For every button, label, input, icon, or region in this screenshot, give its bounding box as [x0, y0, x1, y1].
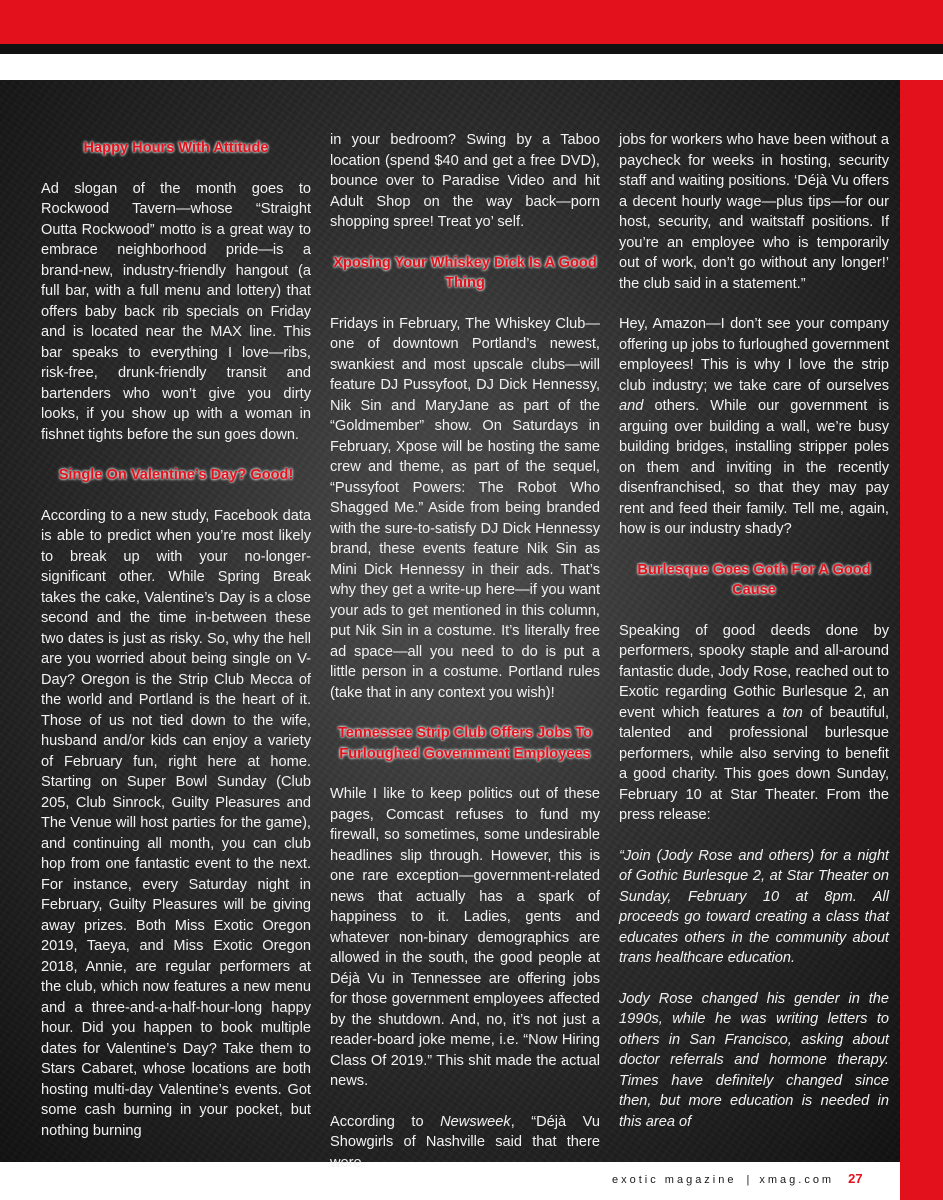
article-column-1	[41, 138, 311, 1168]
article-paragraph: Hey, Amazon—I don’t see your company offering up jobs to furloughed government employees! This is why I love the strip club industry; we take care of ourselves and others. While our government is arguing over building a wall, we’re busy building bridges, installing stripper poles on them and inviting in the recently disenfranchised, so that they may pay rent and feed their family. Tell me, again, how is our industry shady?	[619, 316, 889, 537]
article-paragraph: Fridays in February, The Whiskey Club—one of downtown Portland’s newest, swankiest and most upscale clubs—will feature DJ Pussyfoot, DJ Dick Hennessy, Nik Sin and MaryJane as part of the “Goldmember” show. On Saturdays in February, Xpose will be hosting the same crew and theme, as part of the sequel, “Pussyfoot Powers: The Robot Who Shagged Me.” Aside from being branded with the sure-to-satisfy DJ Dick Hennessy brand, these events feature Nik Sin as Mini Dick Hennessy in their ads. That’s why they get a write-up here—if you want your ads to get mentioned in this column, put Nik Sin in a costume. It’s literally free ad space—all you need to do is put a little person in a costume. Portland rules (take that in any context you wish)!	[330, 315, 600, 701]
article-paragraph: While I like to keep politics out of these pages, Comcast refuses to fund my firewall, so sometimes, some undesirable headlines slip through. However, this is one rare exception—government-related news that actually has a spark of happiness to it. Ladies, gents and whatever non-binary demographics are allowed in the south, the good people at Déjà Vu in Tennessee are offering jobs for those government employees affected by the shutdown. And, no, it’s not just a reader-board joke meme, i.e. “Now Hiring Class Of 2019.” This shit made the actual news.	[330, 786, 600, 1089]
page-footer	[612, 1168, 900, 1190]
article-panel	[0, 80, 900, 1171]
section-heading: Xposing Your Whiskey Dick Is A Good Thing	[333, 254, 597, 291]
article-paragraph: in your bedroom? Swing by a Taboo location (spend $40 and get a free DVD), bounce over to Paradise Video and hit Adult Shop on the way back—porn shopping spree! Treat yo’ self.	[330, 132, 600, 230]
section-heading: Tennessee Strip Club Offers Jobs To Furloughed Government Employees	[337, 725, 593, 762]
article-paragraph: According to Newsweek, “Déjà Vu Showgirls of Nashville said that there were	[330, 1113, 600, 1171]
article-column-3	[619, 130, 889, 1160]
page-number: 27	[848, 1171, 863, 1186]
page-edge-red-tab	[900, 80, 943, 1200]
header-red-band	[0, 0, 943, 44]
article-paragraph: Jody Rose changed his gender in the 1990s, while he was writing letters to others in San Francisco, asking about doctor referrals and hormone therapy. Times have definitely changed since then, but more education is needed in this area of	[619, 990, 889, 1130]
article-column-2	[330, 130, 600, 1171]
header-black-stripe	[0, 44, 943, 54]
article-paragraph: Ad slogan of the month goes to Rockwood Tavern—whose “Straight Outta Rockwood” motto is a great way to embrace neighborhood pride—is a brand-new, industry-friendly hangout (a full bar, with a full menu and lottery) that offers baby back rib specials on Friday and is located near the MAX line. This bar speaks to everything I love—ribs, risk-free, drunk-friendly transit and bartenders who won’t give you dirty looks, if you show up with a woman in fishnet tights before the sun goes down.	[41, 180, 311, 443]
section-heading: Burlesque Goes Goth For A Good Cause	[637, 561, 871, 598]
article-paragraph: Speaking of good deeds done by performers, spooky staple and all-around fantastic dude, Jody Rose, reached out to Exotic regarding Gothic Burlesque 2, an event which features a ton of beautiful, talented and professional burlesque performers, while also serving to benefit a good charity. This goes down Sunday, February 10 at Star Theater. From the press release:	[619, 622, 889, 823]
article-paragraph: According to a new study, Facebook data is able to predict when you’re most likely to break up with your no-longer-significant other. While Spring Break takes the cake, Valentine’s Day is a close second and the time in-between these two dates is just as risky. So, why the hell are you worried about being single on V-Day? Oregon is the Strip Club Mecca of the world and Portland is the heart of it. Those of us not tied down to the wife, husband and/or kids can enjoy a variety of February fun, right here at home. Starting on Super Bowl Sunday (Club 205, Club Sinrock, Guilty Pleasures and The Venue will host parties for the game), and continuing all month, you can club hop from one fantastic event to the next. For instance, every Saturday night in February, Guilty Pleasures will be giving away prizes. Both Miss Exotic Oregon 2019, Taeya, and Miss Exotic Oregon 2018, Annie, are regular performers at the club, which now features a new menu and a three-and-a-half-hour-long happy hour. Did you happen to book multiple dates for Valentine’s Day? Take them to Stars Cabaret, whose locations are both hosting multi-day Valentine’s events. Got some cash burning in your pocket, but nothing burning	[41, 507, 311, 1139]
section-heading: Single On Valentine’s Day? Good!	[58, 467, 294, 483]
footer-site-link[interactable]: xmag.com	[759, 1174, 835, 1186]
article-paragraph: “Join (Jody Rose and others) for a night of Gothic Burlesque 2, at Star Theater on Sunday, February 10 at 8pm. All proceeds go toward creating a class that educates others in the community about trans healthcare education.	[619, 847, 889, 966]
footer-magazine-name: exotic magazine	[612, 1174, 737, 1186]
section-heading: Happy Hours With Attitude	[83, 140, 269, 156]
header-white-gap	[0, 54, 943, 80]
footer-separator: |	[746, 1174, 750, 1186]
article-paragraph: jobs for workers who have been without a paycheck for weeks in hosting, security staff and waiting positions. ‘Déjà Vu offers a decent hourly wage—plus tips—for our host, security, and waitstaff positions. If you’re an employee who is temporarily out of work, don’t go without any longer!’ the club said in a statement.”	[619, 132, 889, 292]
